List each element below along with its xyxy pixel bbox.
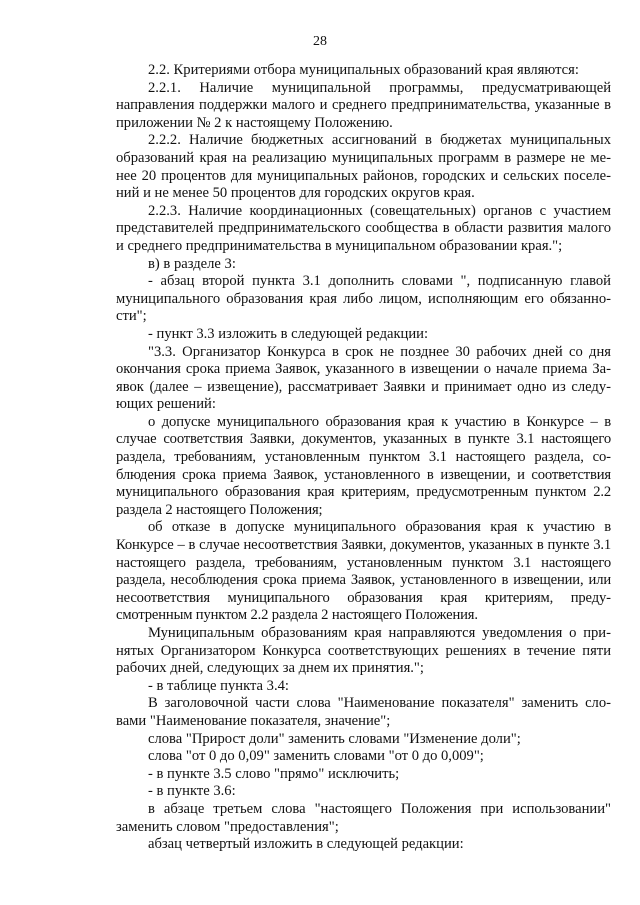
paragraph-admission: о допуске муниципального образования края к участию в Конкурсе – в случае соответствия Заявки, документов, указанных в пункте 3.1 настоящего раздела, требованиям, установленным пунктом 3.1 настоящего раздела, соблюдения срока приема Заявок, установленного в извещении, и соответствия муниципального образования края критериям, предусмотренным пунктом 2.2 раздела 2 настоящего Положения; [116,413,611,518]
paragraph-item-3-6: - в пункте 3.6: [148,783,236,800]
paragraph-section-3: в) в разделе 3: [148,255,236,272]
paragraph-item-3-5: - в пункте 3.5 слово "прямо" исключить; [148,765,400,782]
paragraph-header-replace: В заголовочной части слова "Наименование показателя" заменить словами "Наименование показателя, значение"; [116,695,611,729]
paragraph-refusal: об отказе в допуске муниципального образования края к участию в Конкурсе – в случае несоответствия Заявки, документов, указанных в пункте 3.1 настоящего раздела, требованиям, установленным пунктом 3.1 настоящего раздела, несоблюдения срока приема Заявок, установленного в извещении, или несоответствия муниципального образования края критериям, предусмотренным пунктом 2.2 раздела 2 настоящего Положения. [116,519,611,624]
paragraph-table-3-4: - в таблице пункта 3.4: [148,677,289,694]
paragraph-fourth-abzac: абзац четвертый изложить в следующей редакции: [148,836,464,853]
paragraph-notifications: Муниципальным образованиям края направляются уведомления о принятых Организатором Конкурса соответствующих решениях в течение пяти рабочих дней, следующих за днем их принятия."; [116,625,611,677]
paragraph-range: слова "от 0 до 0,09" заменить словами "от 0 до 0,009"; [148,748,484,765]
paragraph-2-2-3: 2.2.3. Наличие координационных (совещательных) органов с участием представителей предпринимательского сообщества в области развития малого и среднего предпринимательства в муниципальном образовании края."; [116,202,611,254]
paragraph-item-3-1: - абзац второй пункта 3.1 дополнить словами ", подписанную главой муниципального образования края либо лицом, исполняющим его обязанности"; [116,273,611,325]
paragraph-third-abzac: в абзаце третьем слова "настоящего Положения при использовании" заменить словом "предоставления"; [116,800,611,835]
paragraph-2-2-2: 2.2.2. Наличие бюджетных ассигнований в бюджетах муниципальных образований края на реализацию муниципальных программ в размере не менее 20 процентов для муниципальных районов, городских и сельских поселений и не менее 50 процентов для городских округов края. [116,132,611,202]
page-number: 28 [313,34,327,49]
paragraph-criteria-heading: 2.2. Критериями отбора муниципальных образований края являются: [148,62,579,78]
paragraph-2-2-1: 2.2.1. Наличие муниципальной программы, предусматривающей направления поддержки малого и среднего предпринимательства, указанные в приложении № 2 к настоящему Положению. [116,79,611,131]
paragraph-share-growth: слова "Прирост доли" заменить словами "Изменение доли"; [148,730,521,747]
paragraph-item-3-3: "3.3. Организатор Конкурса в срок не позднее 30 рабочих дней со дня окончания срока приема Заявок, указанного в извещении о начале приема Заявок (далее – извещение), рассматривает Заявки и принимает одно из следующих решений: [116,343,611,413]
paragraph-item-3-3-intro: - пункт 3.3 изложить в следующей редакции: [148,325,429,342]
document-body [116,62,611,854]
